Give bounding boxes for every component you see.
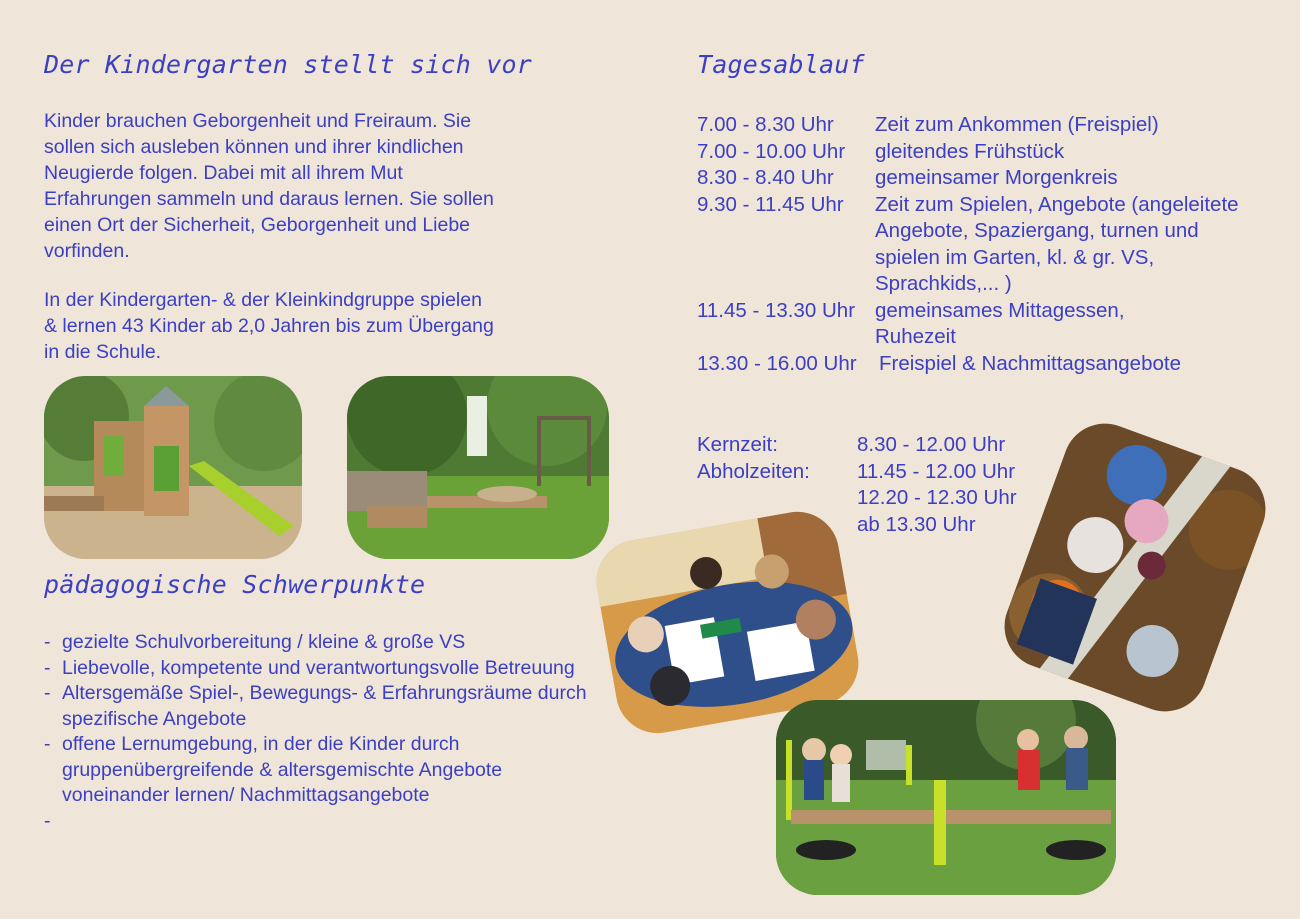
schedule-time: 7.00 - 10.00 Uhr	[697, 139, 846, 163]
schedule-desc: gemeinsames Mittagessen, Ruhezeit	[875, 298, 1125, 348]
focus-heading: pädagogische Schwerpunkte	[44, 570, 426, 599]
schedule-row	[697, 351, 1269, 378]
abholzeiten-value: 12.20 - 12.30 Uhr	[857, 486, 1017, 509]
kernzeit-value: 8.30 - 12.00 Uhr	[857, 433, 1006, 456]
schedule-desc: Zeit zum Ankommen (Freispiel)	[875, 113, 1159, 136]
abholzeiten-value: ab 13.30 Uhr	[857, 512, 976, 536]
leaves-children-photo	[993, 412, 1278, 723]
intro-paragraph: Kinder brauchen Geborgenheit und Freiraum. Sie sollen sich ausleben können und ihrer kindlichen Neugierde folgen. Dabei mit all ihrem Mut Erfahrungen sammeln und daraus lernen. Sie sollen einen Ort der Sicherheit, Geborgenheit und Liebe vorfinden.	[44, 110, 494, 262]
list-item	[44, 809, 604, 834]
abholzeiten-row	[697, 459, 1017, 486]
abholzeiten-label: Abholzeiten:	[697, 459, 810, 483]
kernzeit-row	[697, 432, 1017, 459]
schedule-row	[697, 139, 1269, 166]
garden-photo	[347, 376, 609, 559]
list-item: - Altersgemäße Spiel-, Bewegungs- & Erfahrungsräume durch spezifische Angebote	[44, 681, 604, 732]
list-item: - offene Lernumgebung, in der die Kinder durch gruppenübergreifende & altersgemischte Angebote voneinander lernen/ Nachmittagsangebote	[44, 732, 604, 809]
schedule-heading: Tagesablauf	[697, 50, 865, 79]
schedule-time: 9.30 - 11.45 Uhr	[697, 192, 844, 216]
schedule-time: 8.30 - 8.40 Uhr	[697, 166, 834, 189]
list-item: - Liebevolle, kompetente und verantwortungsvolle Betreuung	[44, 656, 604, 682]
schedule-time: 11.45 - 13.30 Uhr	[697, 298, 856, 322]
abholzeiten-value: 11.45 - 12.00 Uhr	[857, 459, 1016, 483]
page-title: Der Kindergarten stellt sich vor	[44, 50, 533, 79]
schedule-desc: gleitendes Frühstück	[875, 139, 1065, 163]
group-paragraph: In der Kindergarten- & der Kleinkindgruppe spielen & lernen 43 Kinder ab 2,0 Jahren bis zum Übergang in die Schule.	[44, 289, 494, 363]
schedule-desc: gemeinsamer Morgenkreis	[875, 166, 1118, 189]
schedule-time: 13.30 - 16.00 Uhr	[697, 351, 857, 375]
seesaw-photo	[776, 700, 1116, 895]
kernzeit-label: Kernzeit:	[697, 433, 778, 456]
list-item: - gezielte Schulvorbereitung / kleine & große VS	[44, 630, 604, 656]
schedule-row	[697, 112, 1269, 139]
schedule-desc: Freispiel & Nachmittagsangebote	[879, 351, 1181, 375]
spacer	[697, 485, 857, 512]
schedule-row	[697, 165, 1269, 192]
schedule-time: 7.00 - 8.30 Uhr	[697, 113, 834, 136]
schedule-row	[697, 298, 1269, 351]
schedule-row	[697, 192, 1269, 298]
playground-photo	[44, 376, 302, 559]
daily-schedule	[697, 112, 1269, 377]
abholzeiten-row	[697, 485, 1017, 512]
focus-list	[44, 630, 604, 834]
schedule-desc: Zeit zum Spielen, Angebote (angeleitete Angebote, Spaziergang, turnen und spielen im Garten, kl. & gr. VS, Sprachkids,... )	[875, 192, 1239, 295]
